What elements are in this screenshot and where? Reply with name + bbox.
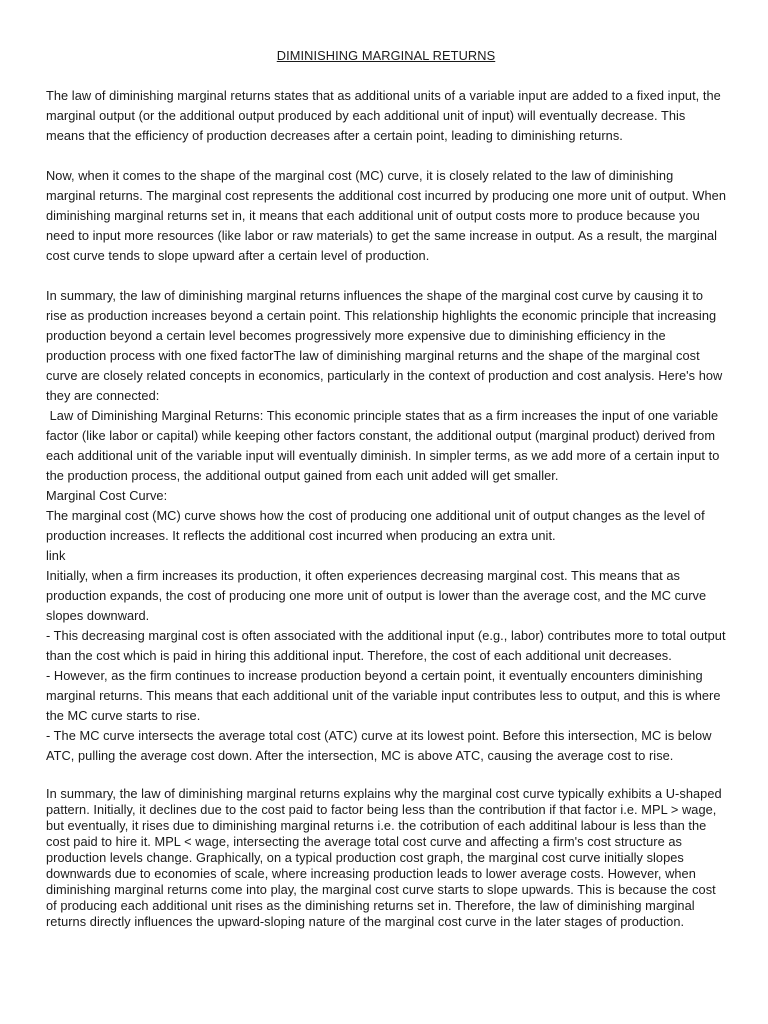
paragraph-spacer <box>46 266 726 286</box>
paragraph-mc-heading: Marginal Cost Curve: <box>46 488 168 503</box>
paragraph-summary-1: In summary, the law of diminishing marginal returns influences the shape of the marginal cost curve by causing it to rise as production increases beyond a certain point. This relationship highlights the economic principle that increasing production beyond a certain level becomes progressively more expensive due to diminishing efficiency in the production process with one fixed factorThe law of diminishing marginal returns and the shape of the marginal cost curve are closely related concepts in economics, particularly in the context of production and cost analysis. Here's how they are connected: <box>46 288 723 403</box>
document-page <box>46 46 726 930</box>
paragraph-link: link <box>46 548 66 563</box>
paragraph-definition: The law of diminishing marginal returns states that as additional units of a variable input are added to a fixed input, the marginal output (or the additional output produced by each additional unit of input) will eventually decrease. This means that the efficiency of production decreases after a certain point, leading to diminishing returns. <box>46 88 721 143</box>
paragraph-mc-curve-shape: Now, when it comes to the shape of the marginal cost (MC) curve, it is closely related to the law of diminishing marginal returns. The marginal cost represents the additional cost incurred by producing one more unit of output. When diminishing marginal returns set in, it means that each additional unit of output costs more to produce because you need to input more resources (like labor or raw materials) to get the same increase in output. As a result, the marginal cost curve tends to slope upward after a certain level of production. <box>46 168 726 263</box>
paragraph-bullet-decreasing: - This decreasing marginal cost is often associated with the additional input (e.g., labor) contributes more to total output than the cost which is paid in hiring this additional input. Therefore, the cost of each additional unit decreases. <box>46 628 726 663</box>
paragraph-spacer <box>46 766 726 786</box>
paragraph-mc-description: The marginal cost (MC) curve shows how the cost of producing one additional unit of output changes as the level of production increases. It reflects the additional cost incurred when producing an extra unit. <box>46 508 705 543</box>
paragraph-initially: Initially, when a firm increases its production, it often experiences decreasing marginal cost. This means that as production expands, the cost of producing one more unit of output is lower than the average cost, and the MC curve slopes downward. <box>46 568 707 623</box>
paragraph-bullet-however: - However, as the firm continues to increase production beyond a certain point, it eventually encounters diminishing marginal returns. This means that each additional unit of the variable input contributes less to output, and this is where the MC curve starts to rise. <box>46 668 721 723</box>
paragraph-summary-2: In summary, the law of diminishing marginal returns explains why the marginal cost curve typically exhibits a U-shaped pattern. Initially, it declines due to the cost paid to factor being less than the contribution if that factor i.e. MPL > wage, but eventually, it rises due to diminishing marginal returns i.e. the cotribution of each additinal labour is less than the cost paid to hire it. MPL < wage, intersecting the average total cost curve and affecting a firm's cost structure as production levels change. Graphically, on a typical production cost graph, the marginal cost curve initially slopes downwards due to economies of scale, where increasing production leads to lower average costs. However, when diminishing marginal returns come into play, the marginal cost curve starts to slope upwards. This is because the cost of producing each additional unit rises as the diminishing returns set in. Therefore, the law of diminishing marginal returns directly influences the upward-sloping nature of the marginal cost curve in the later stages of production. <box>46 786 722 929</box>
paragraph-spacer <box>46 146 726 166</box>
paragraph-law-definition: Law of Diminishing Marginal Returns: This economic principle states that as a firm increases the input of one variable factor (like labor or capital) while keeping other factors constant, the additional output (marginal product) derived from each additional unit of the variable input will eventually diminish. In simpler terms, as we add more of a certain input to the production process, the additional output gained from each unit added will get smaller. <box>46 408 723 483</box>
paragraph-bullet-intersection: - The MC curve intersects the average total cost (ATC) curve at its lowest point. Before this intersection, MC is below ATC, pulling the average cost down. After the intersection, MC is above ATC, causing the average cost to rise. <box>46 728 712 763</box>
document-title: DIMINISHING MARGINAL RETURNS <box>276 48 496 63</box>
